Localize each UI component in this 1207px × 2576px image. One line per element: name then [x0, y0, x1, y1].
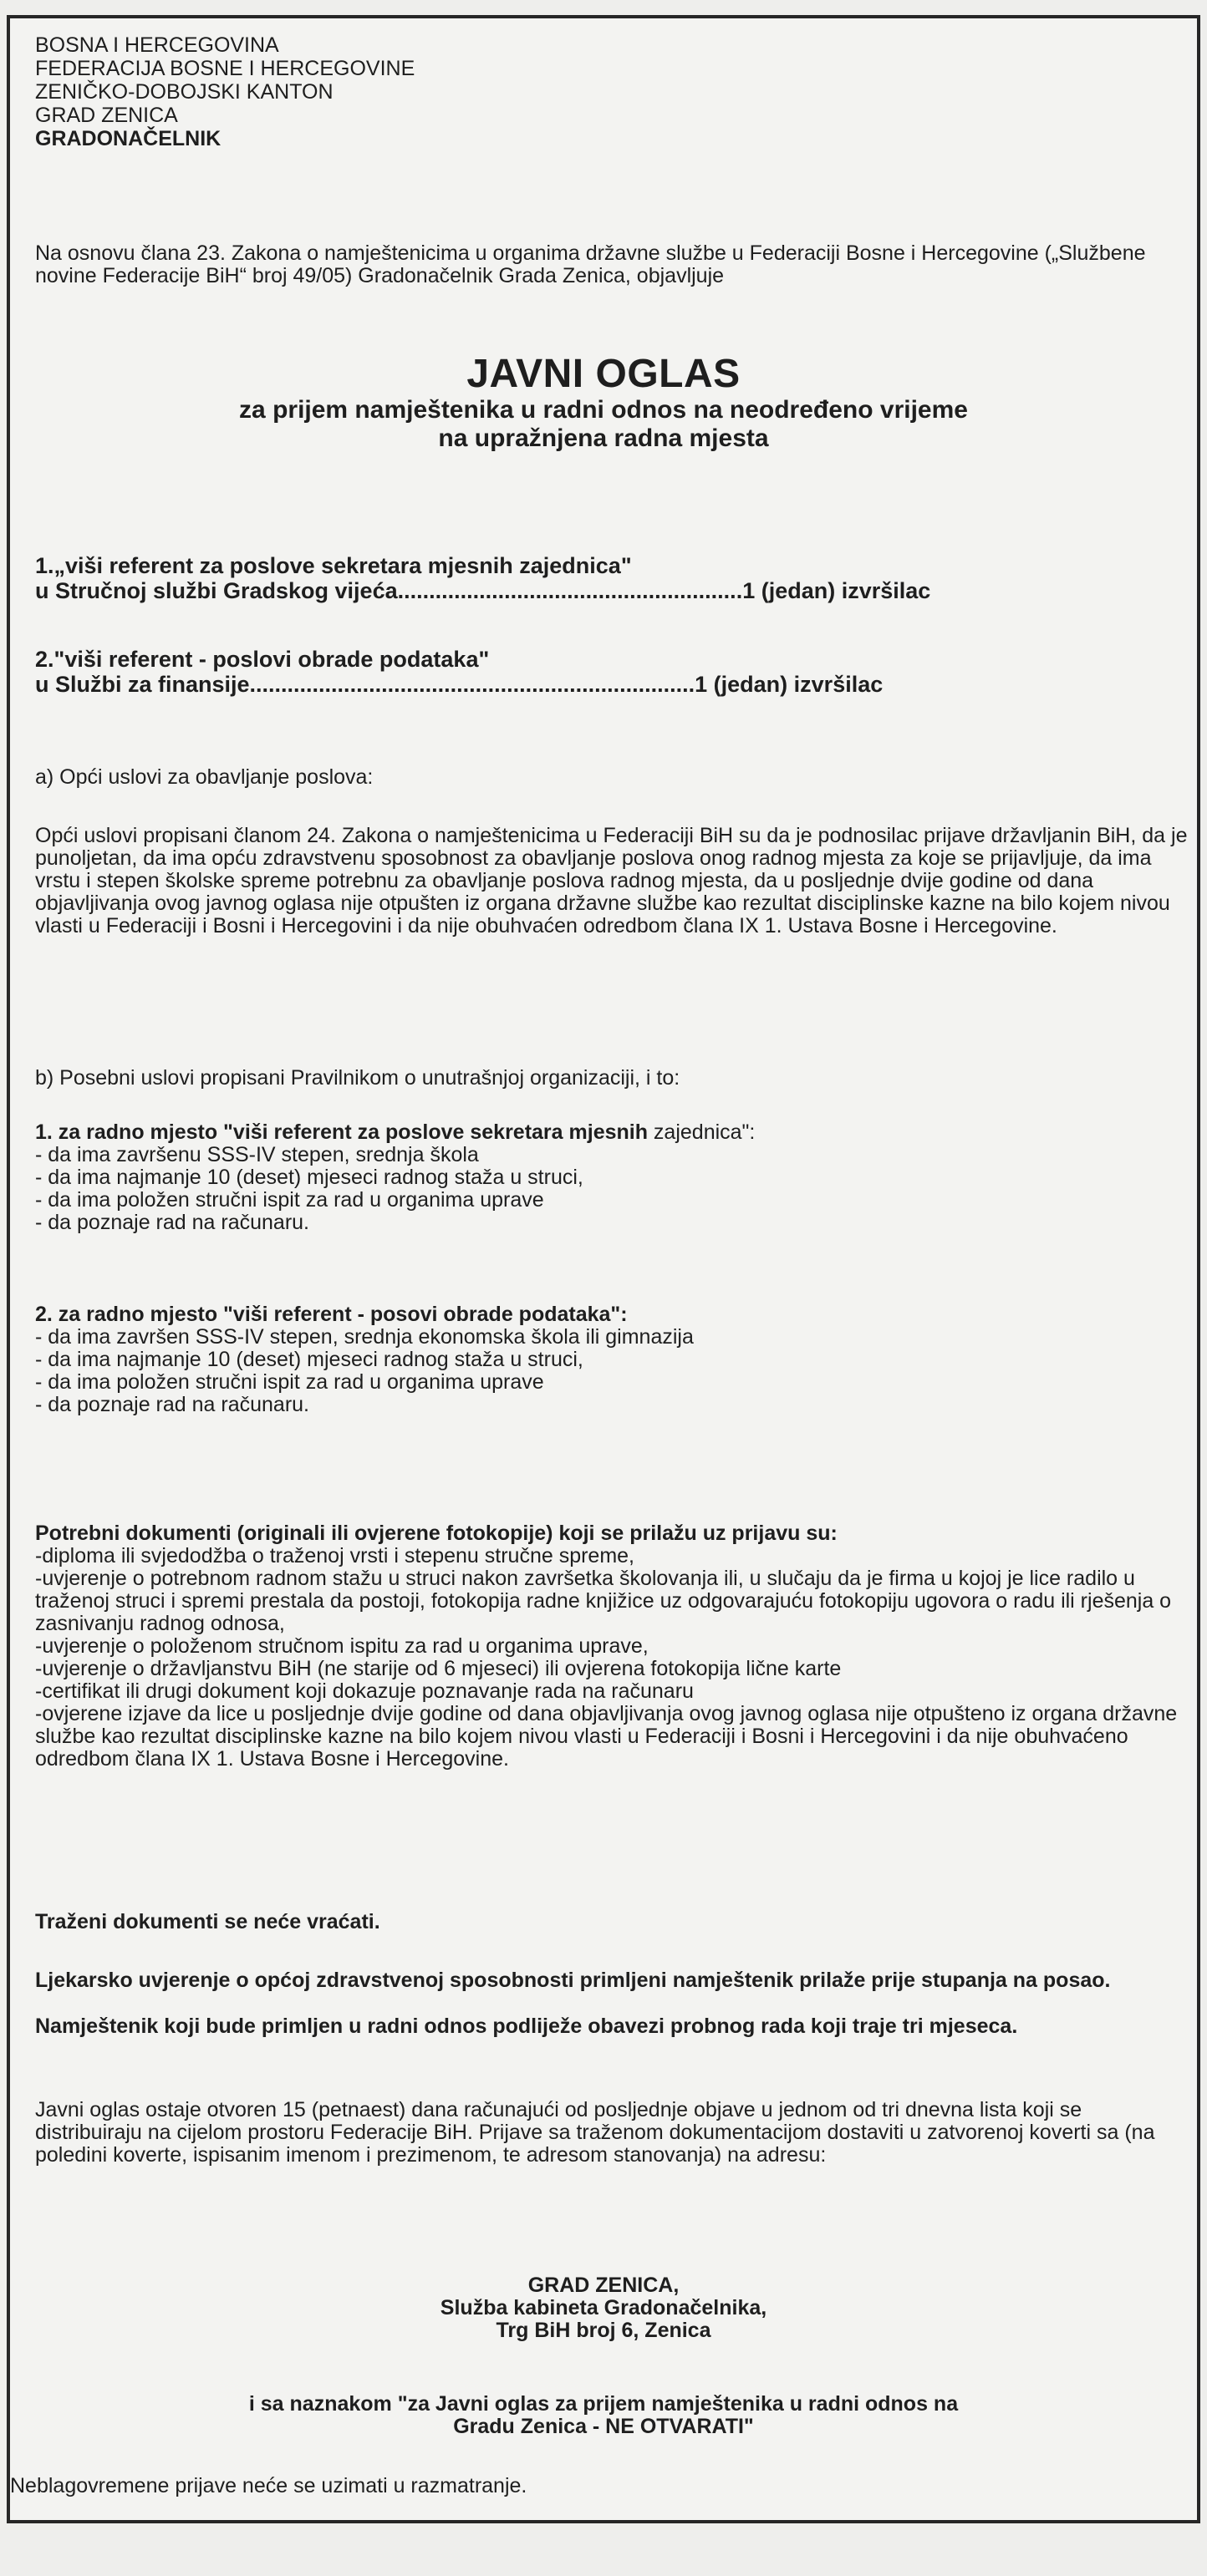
list-item: - da ima završenu SSS-IV stepen, srednja škola: [35, 1143, 479, 1166]
list-item: - da ima završen SSS-IV stepen, srednja ekonomska škola ili gimnazija: [35, 1325, 694, 1349]
position-title: 2."viši referent - poslovi obrade podataka": [35, 647, 490, 672]
header-mayor: GRADONAČELNIK: [35, 127, 222, 150]
title-block: [10, 353, 1197, 453]
header-country: BOSNA I HERCEGOVINA: [35, 33, 279, 57]
requirements-group-2: [35, 1303, 1189, 1416]
section-b-heading: b) Posebni uslovi propisani Pravilnikom o unutrašnjoj organizaciji, i to:: [35, 1066, 680, 1090]
late-applications-note: Neblagovremene prijave neće se uzimati u razmatranje.: [10, 2474, 527, 2497]
address-line: Trg BiH broj 6, Zenica: [496, 2319, 711, 2342]
job-advertisement: [7, 15, 1200, 2523]
list-item: - da ima najmanje 10 (deset) mjeseci radnog staža u struci,: [35, 1348, 583, 1371]
probation-note: Namještenik koji bude primljen u radni odnos podliježe obavezi probnog rada koji traje tri mjeseca.: [35, 2015, 1018, 2038]
intro-paragraph: Na osnovu člana 23. Zakona o namještenicima u organima državne službe u Federaciji Bosne i Hercegovine („Službene novine Federacije BiH“ broj 49/05) Gradonačelnik Grada Zenica, objavljuje: [35, 241, 1146, 287]
group-title: 1. za radno mjesto "viši referent za poslove sekretara mjesnih: [35, 1120, 648, 1144]
marking-line: Gradu Zenica - NE OTVARATI": [453, 2415, 754, 2438]
requirements-group-1: [35, 1121, 1189, 1234]
header-city: GRAD ZENICA: [35, 104, 178, 127]
document-item: -uvjerenje o potrebnom radnom stažu u struci nakon završetka školovanja ili, u slučaju da je firma u kojoj je lice radilo u traženoj struci i spremi prestala da postoji, fotokopija radne knjižice uz odgovarajuću fotokopiju ugovora o radu ili rješenja o zasnivanju radnog odnosa,: [35, 1567, 1172, 1635]
ad-subtitle-line: na upražnjena radna mjesta: [438, 424, 769, 452]
documents-section: [35, 1522, 1189, 1771]
list-item: - da poznaje rad na računaru.: [35, 1393, 309, 1416]
envelope-marking: [10, 2393, 1197, 2438]
section-a-heading: a) Opći uslovi za obavljanje poslova:: [35, 765, 374, 789]
position-2: [35, 647, 883, 697]
marking-line: i sa naznakom "za Javni oglas za prijem namještenika u radni odnos na: [248, 2392, 959, 2416]
position-unit: u Službi za finansije.......................................................................1 (jedan) izvršilac: [35, 672, 884, 697]
document-item: -certifikat ili drugi dokument koji dokazuje poznavanje rada na računaru: [35, 1679, 694, 1703]
ad-title: JAVNI OGLAS: [466, 352, 741, 396]
document-item: -ovjerene izjave da lice u posljednje dvije godine od dana objavljivanja ovog javnog oglasa nije otpušteno iz organa državne službe kao rezultat disciplinske kazne na bilo kojem nivou vlasti u Federaciji i Bosni i Hercegovini i da nije obuhvaćeno odredbom člana IX 1. Ustava Bosne i Hercegovine.: [35, 1702, 1178, 1771]
ad-subtitle-line: za prijem namještenika u radni odnos na neodređeno vrijeme: [239, 396, 968, 424]
list-item: - da ima najmanje 10 (deset) mjeseci radnog staža u struci,: [35, 1166, 583, 1189]
address-line: GRAD ZENICA,: [527, 2274, 680, 2297]
document-item: -uvjerenje o položenom stručnom ispitu za rad u organima uprave,: [35, 1634, 649, 1658]
section-a-text: Opći uslovi propisani članom 24. Zakona o namještenicima u Federaciji BiH su da je podnosilac prijave državljanin BiH, da je punoljetan, da ima opću zdravstvenu sposobnost za obavljanje poslova onog radnog mjesta za koje se prijavljuje, da ima vrstu i stepen školske spreme potrebnu za obavljanje poslova radnog mjesta, da u posljednje dvije godine od dana objavljivanja ovog javnog oglasa nije otpušten iz organa državne službe kao rezultat disciplinske kazne na bilo kojem nivou vlasti u Federaciji i Bosni i Hercegovini i da nije obuhvaćen odredbom člana IX 1. Ustava Bosne i Hercegovine.: [35, 824, 1188, 937]
document-item: -diploma ili svjedodžba o traženoj vrsti i stepenu stručne spreme,: [35, 1544, 635, 1567]
mailing-address: [10, 2274, 1197, 2342]
issuer-header: [35, 33, 415, 150]
list-item: - da poznaje rad na računaru.: [35, 1211, 309, 1234]
group-title-rest: zajednica":: [647, 1120, 756, 1144]
medical-note: Ljekarsko uvjerenje o općoj zdravstvenoj sposobnosti primljeni namještenik prilaže prije stupanja na posao.: [35, 1969, 1111, 1992]
documents-heading: Potrebni dokumenti (originali ili ovjerene fotokopije) koji se prilažu uz prijavu su:: [35, 1522, 838, 1545]
address-line: Služba kabineta Gradonačelnika,: [440, 2296, 767, 2319]
position-title: 1.„viši referent za poslove sekretara mjesnih zajednica": [35, 553, 632, 578]
list-item: - da ima položen stručni ispit za rad u organima uprave: [35, 1370, 544, 1394]
position-1: [35, 553, 930, 603]
header-canton: ZENIČKO-DOBOJSKI KANTON: [35, 80, 334, 104]
group-title: 2. za radno mjesto "viši referent - posovi obrade podataka":: [35, 1303, 628, 1326]
open-period-paragraph: Javni oglas ostaje otvoren 15 (petnaest) dana računajući od posljednje objave u jednom od tri dnevna lista koji se distribuiraju na cijelom prostoru Federacije BiH. Prijave sa traženom dokumentacijom dostaviti u zatvorenoj koverti sa (na poledini koverte, ispisanim imenom i prezimenom, te adresom stanovanja) na adresu:: [35, 2098, 1155, 2167]
position-unit: u Stručnoj službi Gradskog vijeća.......................................................1 (jedan) izvršilac: [35, 578, 931, 603]
list-item: - da ima položen stručni ispit za rad u organima uprave: [35, 1188, 544, 1212]
document-item: -uvjerenje o državljanstvu BiH (ne starije od 6 mjeseci) ili ovjerena fotokopija lične karte: [35, 1657, 842, 1680]
not-returned-note: Traženi dokumenti se neće vraćati.: [35, 1910, 380, 1933]
header-federation: FEDERACIJA BOSNE I HERCEGOVINE: [35, 57, 415, 80]
